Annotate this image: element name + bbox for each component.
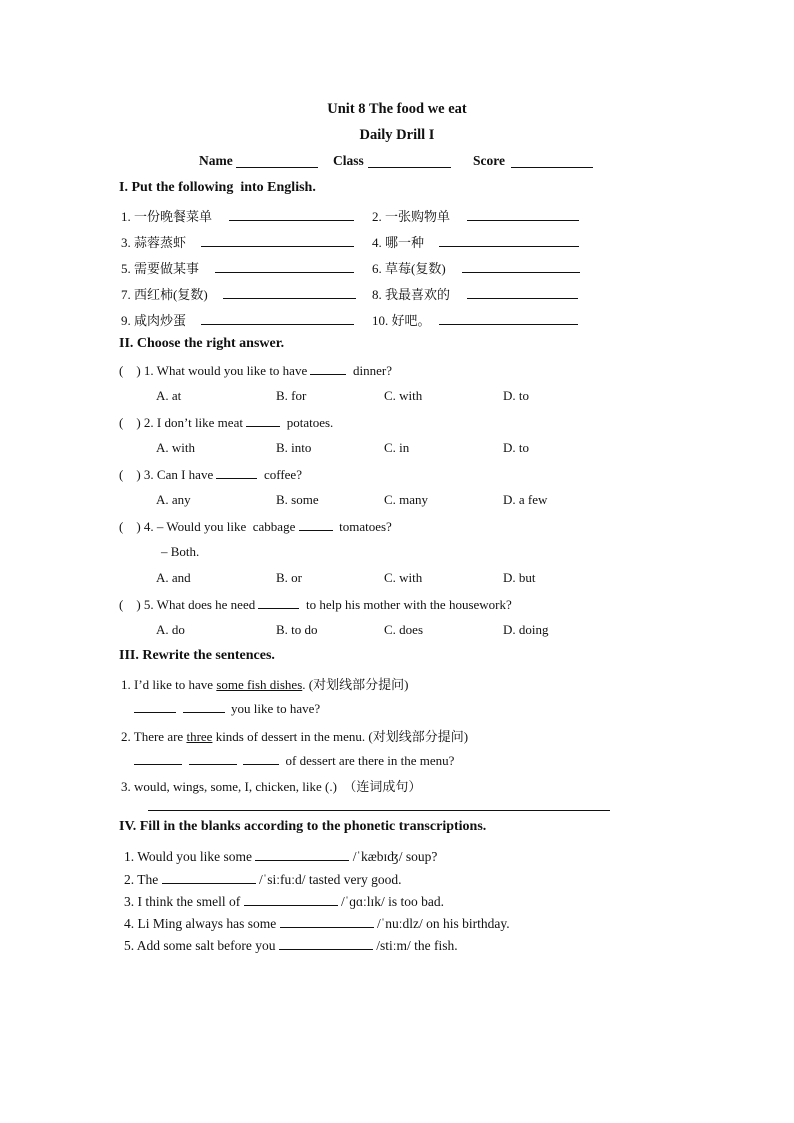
q4-reply: – Both. <box>161 544 200 559</box>
q3-option-a[interactable]: A. any <box>156 492 191 507</box>
q5-stem: ( ) 5. What does he need to help his mother with the housework? <box>119 597 512 612</box>
name-field[interactable] <box>236 155 318 168</box>
s4-item-5: 5. Add some salt before you /stiːm/ the fish. <box>124 938 458 953</box>
rewrite-3-answer-line[interactable] <box>148 810 610 811</box>
rewrite-3: 3. would, wings, some, I, chicken, like (.) （连词成句） <box>121 779 422 794</box>
s4-item-4: 4. Li Ming always has some /ˈnuːdlz/ on his birthday. <box>124 916 510 931</box>
rewrite-1-blank-1[interactable] <box>134 700 176 713</box>
q3-blank[interactable] <box>216 466 257 479</box>
s4-item-3: 3. I think the smell of /ˈɡɑːlɪk/ is too bad. <box>124 894 445 909</box>
s1-answer-8[interactable] <box>467 286 578 299</box>
s1-item-6: 6. 草莓(复数) <box>372 261 446 276</box>
q5-option-b[interactable]: B. to do <box>276 622 318 637</box>
q5-option-d[interactable]: D. doing <box>503 622 549 637</box>
q4-option-c[interactable]: C. with <box>384 570 423 585</box>
section-1-heading: I. Put the following into English. <box>119 180 316 195</box>
q4-stem: ( ) 4. – Would you like cabbage tomatoes? <box>119 519 392 534</box>
page-title: Unit 8 The food we eat <box>327 101 467 117</box>
q5-blank[interactable] <box>258 596 299 609</box>
s4-blank-5[interactable] <box>279 937 373 950</box>
q5-option-c[interactable]: C. does <box>384 622 423 637</box>
rewrite-2-blank-1[interactable] <box>134 752 182 765</box>
q1-option-a[interactable]: A. at <box>156 388 182 403</box>
s1-item-8: 8. 我最喜欢的 <box>372 287 451 302</box>
s4-blank-3[interactable] <box>244 893 338 906</box>
rewrite-1-answer: you like to have? <box>134 700 320 717</box>
score-label: Score <box>473 153 505 168</box>
s1-item-3: 3. 蒜蓉蒸虾 <box>121 235 187 250</box>
q3-option-b[interactable]: B. some <box>276 492 319 507</box>
q1-stem: ( ) 1. What would you like to have dinner? <box>119 363 392 378</box>
q4-option-b[interactable]: B. or <box>276 570 302 585</box>
s1-item-7: 7. 西红柿(复数) <box>121 287 208 302</box>
rewrite-2-blank-2[interactable] <box>189 752 237 765</box>
s4-blank-4[interactable] <box>280 915 374 928</box>
s4-item-1: 1. Would you like some /ˈkæbɪʤ/ soup? <box>124 849 438 864</box>
q1-option-d[interactable]: D. to <box>503 388 529 403</box>
s1-item-5: 5. 需要做某事 <box>121 261 200 276</box>
s4-item-2: 2. The /ˈsiːfuːd/ tasted very good. <box>124 872 402 887</box>
q4-option-d[interactable]: D. but <box>503 570 536 585</box>
s1-item-9: 9. 咸肉炒蛋 <box>121 313 187 328</box>
q4-blank[interactable] <box>299 518 333 531</box>
rewrite-2-blank-3[interactable] <box>243 752 279 765</box>
q2-option-a[interactable]: A. with <box>156 440 195 455</box>
s1-answer-4[interactable] <box>439 234 579 247</box>
score-field[interactable] <box>511 155 593 168</box>
q2-option-b[interactable]: B. into <box>276 440 312 455</box>
s1-item-1: 1. 一份晚餐菜单 <box>121 209 213 224</box>
s1-item-2: 2. 一张购物单 <box>372 209 451 224</box>
q2-option-c[interactable]: C. in <box>384 440 410 455</box>
section-3-heading: III. Rewrite the sentences. <box>119 648 275 663</box>
q3-stem: ( ) 3. Can I have coffee? <box>119 467 302 482</box>
underlined-phrase: some fish dishes <box>216 677 303 692</box>
section-2-heading: II. Choose the right answer. <box>119 336 285 351</box>
class-label: Class <box>333 153 364 168</box>
rewrite-1-blank-2[interactable] <box>183 700 225 713</box>
q1-option-c[interactable]: C. with <box>384 388 423 403</box>
class-field[interactable] <box>368 155 451 168</box>
section-4-heading: IV. Fill in the blanks according to the phonetic transcriptions. <box>119 819 487 834</box>
q2-option-d[interactable]: D. to <box>503 440 529 455</box>
s4-blank-1[interactable] <box>255 848 349 861</box>
s1-answer-3[interactable] <box>201 234 354 247</box>
q3-option-d[interactable]: D. a few <box>503 492 548 507</box>
s1-answer-7[interactable] <box>223 286 356 299</box>
q1-blank[interactable] <box>310 362 346 375</box>
rewrite-2: 2. There are three kinds of dessert in the menu. (对划线部分提问) <box>121 729 469 744</box>
name-label: Name <box>199 153 233 168</box>
q2-stem: ( ) 2. I don’t like meat potatoes. <box>119 415 334 430</box>
s1-item-10: 10. 好吧。 <box>372 313 431 328</box>
s1-answer-10[interactable] <box>439 312 578 325</box>
rewrite-1: 1. I’d like to have some fish dishes. (对划线部分提问) <box>121 677 409 692</box>
s1-answer-6[interactable] <box>462 260 580 273</box>
page-subtitle: Daily Drill I <box>359 127 435 143</box>
q2-blank[interactable] <box>246 414 280 427</box>
q3-option-c[interactable]: C. many <box>384 492 429 507</box>
q5-option-a[interactable]: A. do <box>156 622 185 637</box>
s1-answer-5[interactable] <box>215 260 354 273</box>
q4-option-a[interactable]: A. and <box>156 570 191 585</box>
s4-blank-2[interactable] <box>162 871 256 884</box>
s1-answer-1[interactable] <box>229 208 354 221</box>
s1-answer-9[interactable] <box>201 312 354 325</box>
s1-answer-2[interactable] <box>467 208 579 221</box>
q1-option-b[interactable]: B. for <box>276 388 307 403</box>
rewrite-2-answer: of dessert are there in the menu? <box>134 752 454 769</box>
underlined-phrase: three <box>186 729 213 744</box>
s1-item-4: 4. 哪一种 <box>372 235 425 250</box>
